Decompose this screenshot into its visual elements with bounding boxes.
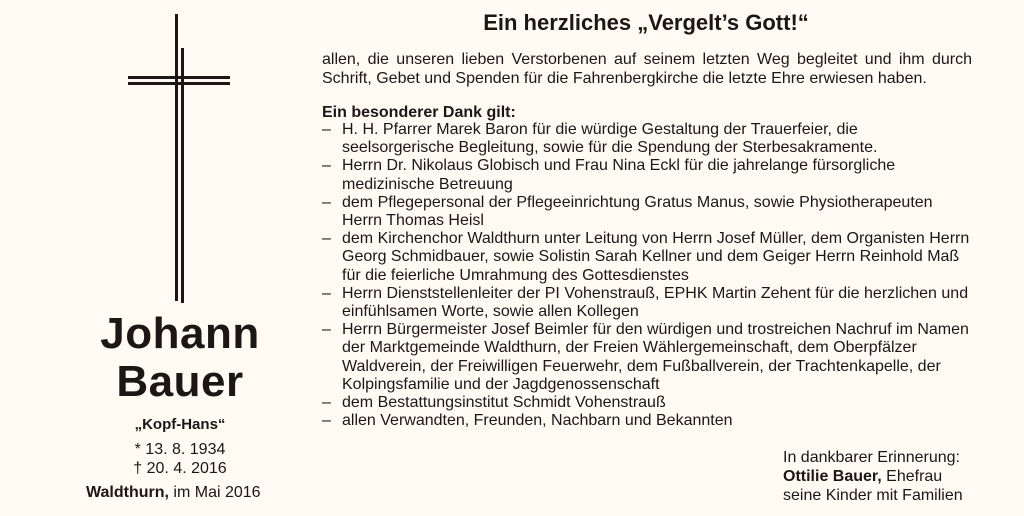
- list-item: [322, 394, 974, 412]
- list-item-text: H. H. Pfarrer Marek Baron für die würdige Gestaltung der Trauerfeier, die seelsorgerische Begleitung, sowie für die Spendung der Sterbesakramente.: [342, 121, 878, 157]
- dash-bullet: –: [322, 284, 331, 302]
- closing-signature: [783, 448, 983, 505]
- list-item-text: Herrn Bürgermeister Josef Beimler für den würdigen und trostreichen Nachruf im Namen der Marktgemeinde Waldthurn, der Freien Wählergemeinschaft, dem Oberpfälzer Waldverein, der Freiwilligen Feuerwehr, dem Fußballverein, der Trachtenkapelle, der Kolpingsfamilie und der Jagdgenossenschaft: [342, 321, 969, 393]
- widow-line: [783, 467, 983, 486]
- cross-vertical-bar-inner: [181, 48, 184, 303]
- list-item-text: allen Verwandten, Freunden, Nachbarn und Bekannten: [342, 412, 733, 430]
- list-item: [322, 121, 974, 157]
- list-item: [322, 285, 974, 321]
- dash-bullet: –: [322, 157, 331, 175]
- deceased-nickname: „Kopf-Hans“: [134, 416, 226, 433]
- widow-role: Ehefrau: [886, 468, 943, 485]
- intro-text: allen, die unseren lieben Verstorbenen auf seinem letzten Weg begleitet und ihm durch Schrift, Gebet und Spenden für die Fahrenbergkirche die letzte Ehre erwiesen haben.: [322, 51, 972, 87]
- notice-heading: Ein herzliches „Vergelt’s Gott!“: [483, 10, 809, 35]
- dash-bullet: –: [322, 230, 331, 248]
- thanks-heading: Ein besonderer Dank gilt:: [322, 104, 516, 121]
- list-item-text: dem Pflegepersonal der Pflegeeinrichtung Gratus Manus, sowie Physiotherapeuten Herrn Thomas Heisl: [342, 193, 933, 230]
- dash-bullet: –: [322, 321, 331, 339]
- dash-bullet: –: [322, 412, 331, 430]
- deceased-last-name: Bauer: [116, 357, 244, 406]
- death-date: † 20. 4. 2016: [133, 460, 227, 477]
- thanks-list: [322, 121, 974, 430]
- list-item-text: Herrn Dr. Nikolaus Globisch und Frau Nina Eckl für die jahrelange fürsorgliche medizinische Betreuung: [342, 157, 896, 193]
- list-item: [322, 230, 974, 285]
- list-item: [322, 412, 974, 430]
- list-item-text: dem Bestattungsinstitut Schmidt Vohenstrauß: [342, 394, 666, 412]
- deceased-first-name: Johann: [100, 309, 260, 358]
- cross-horizontal-bar-inner: [128, 82, 230, 85]
- list-item: [322, 321, 974, 394]
- family-line: seine Kinder mit Familien: [783, 487, 963, 504]
- list-item-text: dem Kirchenchor Waldthurn unter Leitung von Herrn Josef Müller, dem Organisten Herrn Georg Schmidbauer, sowie Solistin Sarah Kellner und dem Geiger Herrn Reinhold Maß für die feierliche Umrahmung des Gottesdienstes: [342, 230, 970, 284]
- dash-bullet: –: [322, 394, 331, 412]
- cross-horizontal-bar: [128, 76, 230, 79]
- list-item: [322, 157, 974, 193]
- widow-name: Ottilie Bauer,: [783, 468, 882, 485]
- birth-date: * 13. 8. 1934: [134, 441, 226, 458]
- place-name: Waldthurn,: [86, 484, 169, 501]
- cross-vertical-bar: [175, 14, 178, 301]
- dash-bullet: –: [322, 121, 331, 138]
- list-item: [322, 194, 974, 230]
- notice-month: im Mai 2016: [173, 484, 261, 501]
- closing-line: In dankbarer Erinnerung:: [783, 449, 960, 466]
- list-item-text: Herrn Dienststellenleiter der PI Vohenstrauß, EPHK Martin Zehent für die herzlichen und einfühlsamen Worte, sowie allen Kollegen: [342, 284, 969, 321]
- dash-bullet: –: [322, 193, 331, 211]
- place-and-date: [86, 484, 261, 502]
